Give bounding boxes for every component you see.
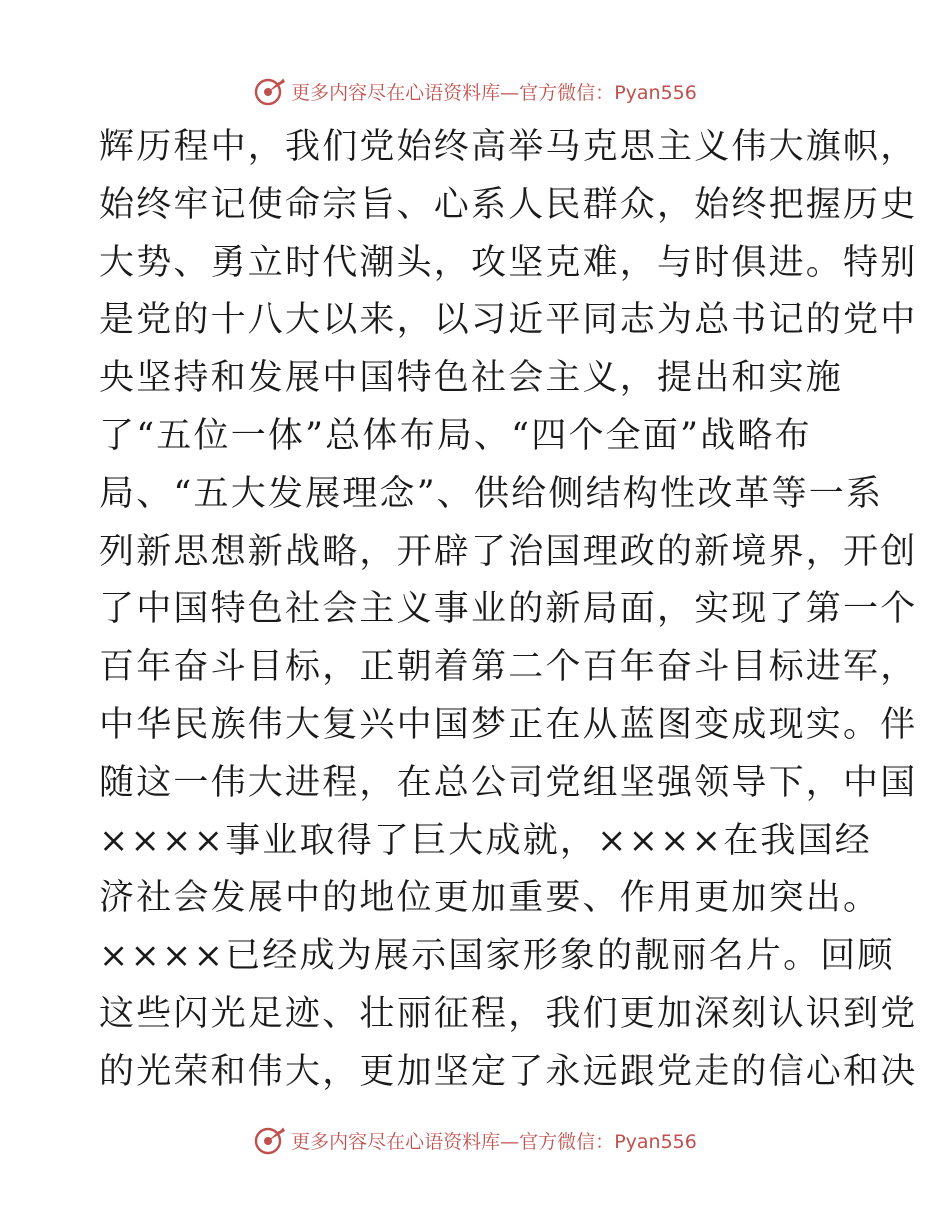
text-line: 了中国特色社会主义事业的新局面，实现了第一个 <box>99 589 918 630</box>
text-line: 列新思想新战略，开辟了治国理政的新境界，开创 <box>99 531 918 572</box>
header-watermark <box>0 73 950 109</box>
pen-logo-icon <box>253 74 287 108</box>
document-body <box>99 119 918 1102</box>
text-line: 济社会发展中的地位更加重要、作用更加突出。 <box>99 878 881 919</box>
text-line: 是党的十八大以来，以习近平同志为总书记的党中 <box>99 300 918 341</box>
pen-logo-icon <box>253 1123 287 1157</box>
text-line: 百年奋斗目标，正朝着第二个百年奋斗目标进军， <box>99 647 918 688</box>
text-line: 随这一伟大进程，在总公司党组坚强领导下，中国 <box>99 762 918 803</box>
watermark-text <box>291 1127 697 1154</box>
watermark-text <box>291 78 697 105</box>
watermark-official: 官方微信： <box>519 1130 615 1153</box>
text-line: 大势、勇立时代潮头，攻坚克难，与时俱进。特别 <box>99 242 918 283</box>
watermark-main: 更多内容尽在心语资料库 <box>291 1130 501 1153</box>
text-line: 这些闪光足迹、壮丽征程，我们更加深刻认识到党 <box>99 993 918 1034</box>
watermark-main: 更多内容尽在心语资料库 <box>291 81 501 104</box>
watermark-wechat-id: Pyan556 <box>614 81 697 104</box>
footer-watermark <box>0 1122 950 1158</box>
watermark-separator: — <box>500 1130 520 1153</box>
text-line: 局、“五大发展理念”、供给侧结构性改革等一系 <box>99 473 884 514</box>
watermark-wechat-id: Pyan556 <box>614 1130 697 1153</box>
text-line: 了“五位一体”总体布局、“四个全面”战略布 <box>99 415 812 456</box>
text-line: 央坚持和发展中国特色社会主义，提出和实施 <box>99 358 844 399</box>
text-line: ××××已经成为展示国家形象的靓丽名片。回顾 <box>99 936 895 977</box>
text-line: 的光荣和伟大，更加坚定了永远跟党走的信心和决 <box>99 1051 918 1092</box>
text-line: 辉历程中，我们党始终高举马克思主义伟大旗帜， <box>99 127 918 167</box>
text-line: ××××事业取得了巨大成就，××××在我国经 <box>99 820 873 861</box>
watermark-official: 官方微信： <box>519 81 615 104</box>
text-line: 始终牢记使命宗旨、心系人民群众，始终把握历史 <box>99 184 918 225</box>
text-line: 中华民族伟大复兴中国梦正在从蓝图变成现实。伴 <box>99 704 918 745</box>
watermark-separator: — <box>500 81 520 104</box>
